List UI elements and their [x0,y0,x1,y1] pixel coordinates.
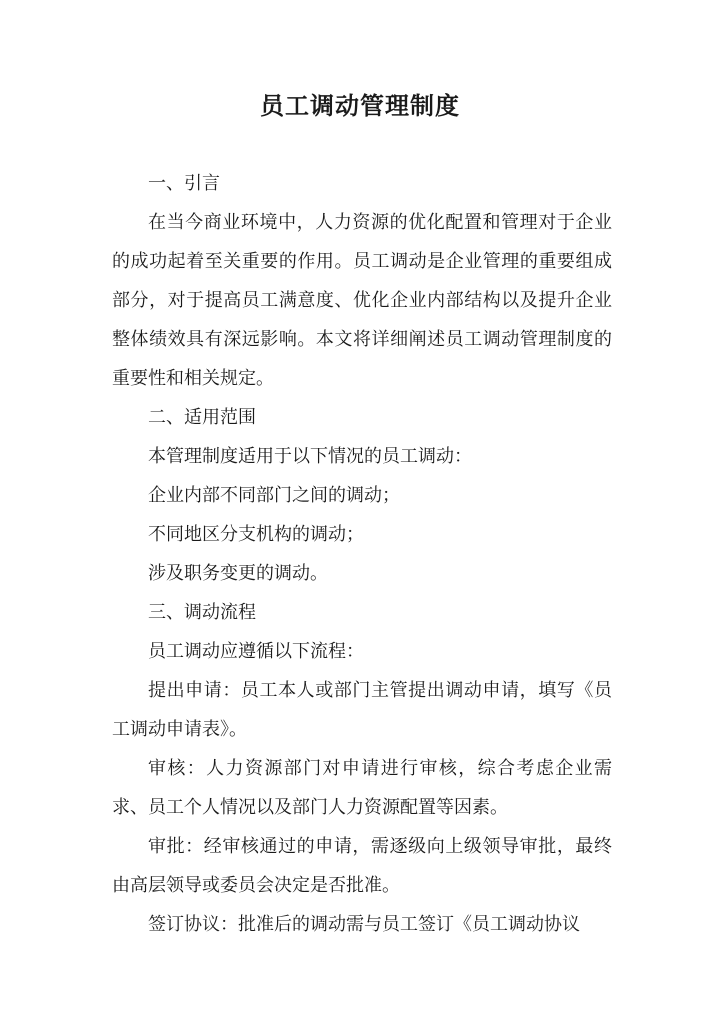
paragraph-process-intro: 员工调动应遵循以下流程： [148,641,364,662]
document-body [112,164,612,944]
section-heading-intro: 一、引言 [148,173,220,194]
process-step-review: 审核：人力资源部门对申请进行审核，综合考虑企业需求、员工个人情况以及部门人力资源配置等因素。 [112,758,612,818]
section-heading-scope: 二、适用范围 [148,407,256,428]
document-title: 员工调动管理制度 [260,91,460,120]
process-step-agreement: 签订协议：批准后的调动需与员工签订《员工调动协议 [148,914,580,935]
list-item-scope: 企业内部不同部门之间的调动； [148,485,400,506]
list-item-scope: 涉及职务变更的调动。 [148,563,328,584]
paragraph-intro: 在当今商业环境中，人力资源的优化配置和管理对于企业的成功起着至关重要的作用。员工调动是企业管理的重要组成部分，对于提高员工满意度、优化企业内部结构以及提升企业整体绩效具有深远影响。本文将详细阐述员工调动管理制度的重要性和相关规定。 [112,212,612,389]
paragraph-scope-intro: 本管理制度适用于以下情况的员工调动： [148,446,472,467]
process-step-approve: 审批：经审核通过的申请，需逐级向上级领导审批，最终由高层领导或委员会决定是否批准。 [112,836,612,896]
section-heading-process: 三、调动流程 [148,602,256,623]
process-step-apply: 提出申请：员工本人或部门主管提出调动申请，填写《员工调动申请表》。 [112,680,612,740]
list-item-scope: 不同地区分支机构的调动； [148,524,364,545]
